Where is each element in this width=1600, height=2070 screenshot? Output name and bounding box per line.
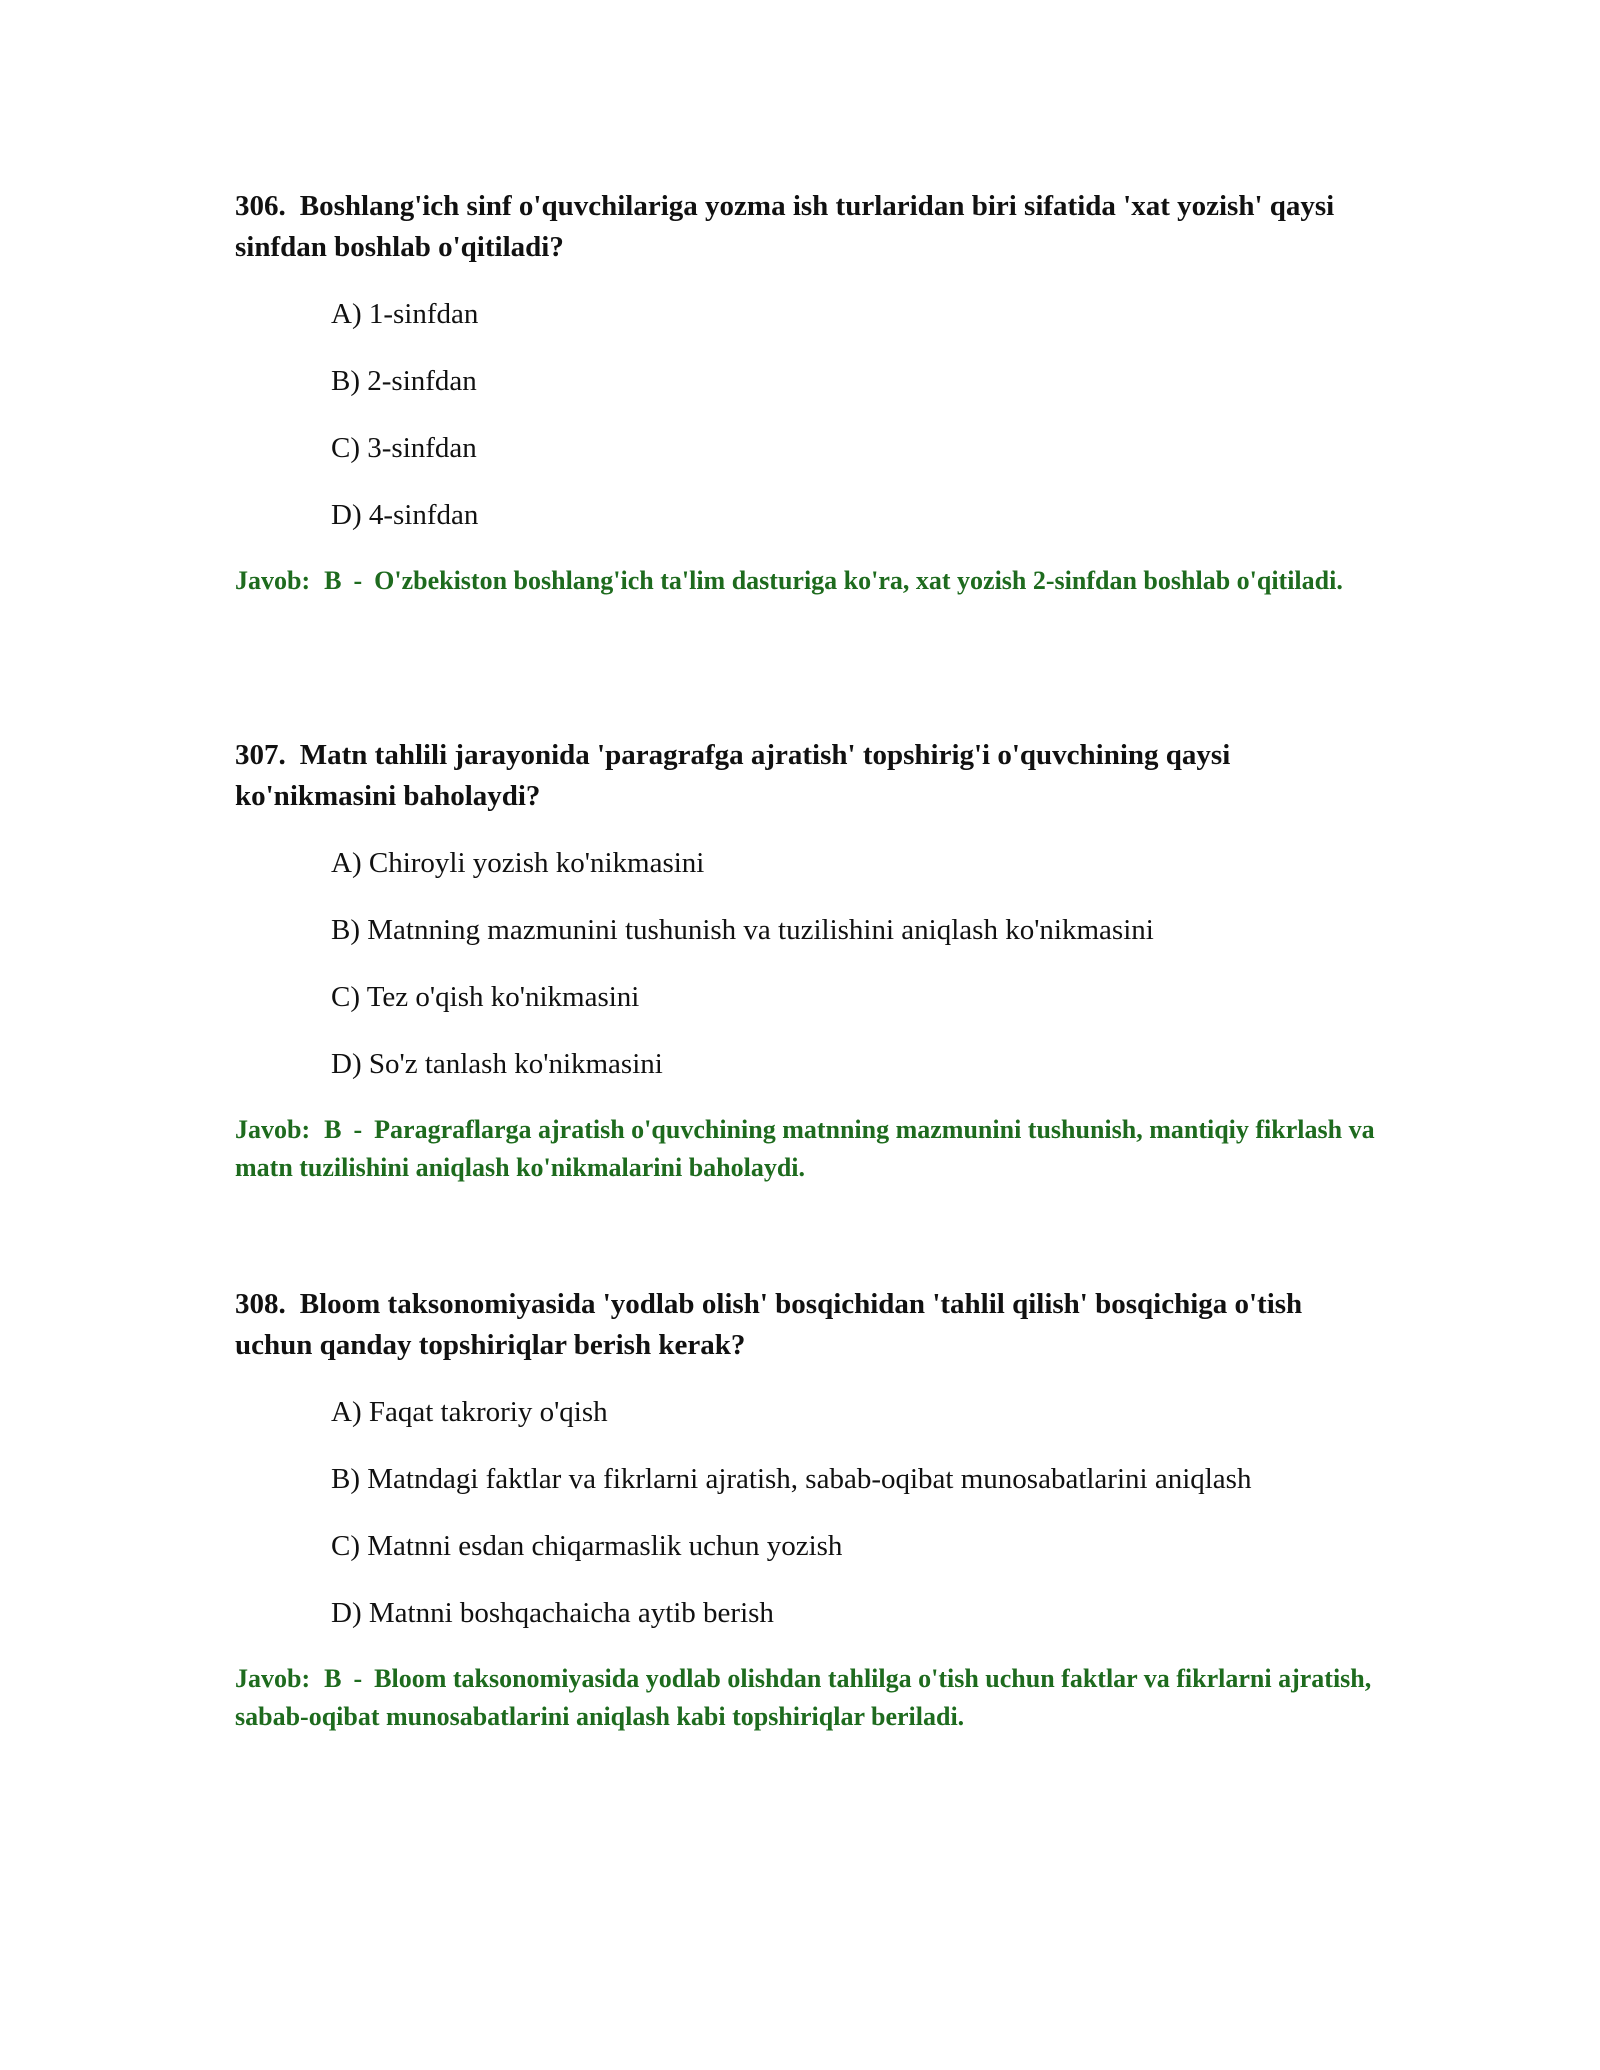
answer [235,1111,1375,1187]
option-a: A) Chiroyli yozish ko'nikmasini [331,847,705,879]
option-a: A) Faqat takroriy o'qish [331,1396,608,1428]
answer-dash: - [353,1664,363,1693]
option-c: C) Matnni esdan chiqarmaslik uchun yozish [331,1530,843,1562]
answer-explanation: Paragraflarga ajratish o'quvchining matnning mazmunini tushunish, mantiqiy fikrlash va matn tuzilishini aniqlash ko'nikmalarini baholaydi. [235,1115,1375,1182]
options-list [331,843,1375,1085]
option-c: C) Tez o'qish ko'nikmasini [331,981,640,1013]
question-number: 308. [235,1288,286,1320]
options-list [331,294,1375,536]
question-308 [235,1284,1375,1736]
answer [235,1660,1375,1736]
answer-label: Javob: [235,566,311,595]
question-text [235,735,1375,817]
answer-letter: B [324,1664,342,1693]
option-d: D) So'z tanlash ko'nikmasini [331,1048,663,1080]
option-c: C) 3-sinfdan [331,432,477,464]
question-body: Boshlang'ich sinf o'quvchilariga yozma ish turlaridan biri sifatida 'xat yozish' qaysi sinfdan boshlab o'qitiladi? [235,190,1335,263]
answer-dash: - [353,1115,363,1144]
question-body: Bloom taksonomiyasida 'yodlab olish' bosqichidan 'tahlil qilish' bosqichiga o'tish uchun qanday topshiriqlar berish kerak? [235,1288,1303,1361]
question-number: 306. [235,190,286,222]
option-d: D) Matnni boshqachaicha aytib berish [331,1597,774,1629]
answer [235,562,1375,600]
answer-label: Javob: [235,1664,311,1693]
question-306 [235,186,1375,600]
question-body: Matn tahlili jarayonida 'paragrafga ajratish' topshirig'i o'quvchining qaysi ko'nikmasini baholaydi? [235,739,1231,812]
answer-label: Javob: [235,1115,311,1144]
option-b: B) Matnning mazmunini tushunish va tuzilishini aniqlash ko'nikmasini [331,914,1154,946]
answer-dash: - [353,566,363,595]
option-b: B) 2-sinfdan [331,365,477,397]
option-b: B) Matndagi faktlar va fikrlarni ajratish, sabab-oqibat munosabatlarini aniqlash [331,1463,1252,1495]
question-307 [235,735,1375,1187]
question-text [235,186,1375,268]
answer-explanation: O'zbekiston boshlang'ich ta'lim dasturiga ko'ra, xat yozish 2-sinfdan boshlab o'qitiladi. [374,566,1343,595]
options-list [331,1392,1375,1634]
option-a: A) 1-sinfdan [331,298,479,330]
option-d: D) 4-sinfdan [331,499,479,531]
question-number: 307. [235,739,286,771]
answer-letter: B [324,566,342,595]
answer-explanation: Bloom taksonomiyasida yodlab olishdan tahlilga o'tish uchun faktlar va fikrlarni ajratish, sabab-oqibat munosabatlarini aniqlash kabi topshiriqlar beriladi. [235,1664,1372,1731]
answer-letter: B [324,1115,342,1144]
question-text [235,1284,1375,1366]
